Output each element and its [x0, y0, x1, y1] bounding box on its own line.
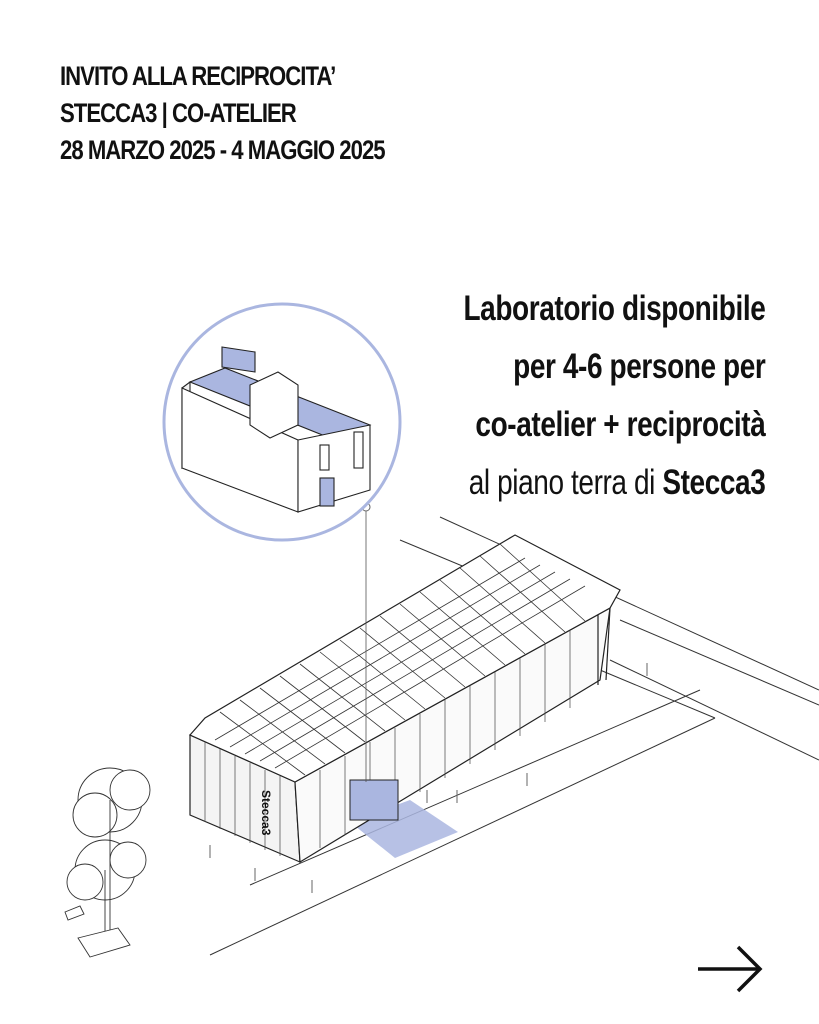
- desc-line-2: per 4-6 persone per: [512, 347, 765, 386]
- room-back-wall: [222, 347, 255, 372]
- trees: [65, 768, 150, 957]
- arrow-right-icon[interactable]: [696, 942, 766, 1000]
- desc-line-4-prefix: al piano terra di: [468, 463, 662, 502]
- building-sign: Stecca3: [259, 790, 273, 836]
- header-subtitle: STECCA3 | CO-ATELIER: [60, 98, 296, 128]
- header-title: INVITO ALLA RECIPROCITA’: [60, 61, 336, 91]
- header-dates: 28 MARZO 2025 - 4 MAGGIO 2025: [60, 135, 385, 165]
- desc-line-3: co-atelier + reciprocità: [475, 405, 765, 444]
- room-shelf: [250, 372, 298, 438]
- desc-line-4-strong: Stecca3: [661, 463, 765, 502]
- desc-line-1: Laboratorio disponibile: [463, 289, 765, 328]
